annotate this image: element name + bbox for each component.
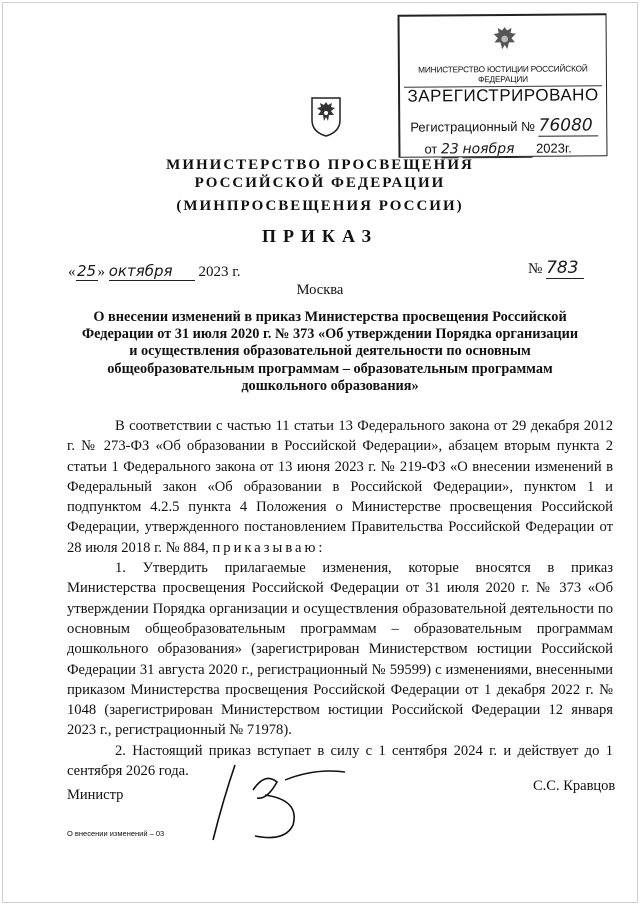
order-date (68, 262, 240, 281)
stamp-date-day: 23 (440, 141, 459, 158)
stamp-date-month: ноября (462, 141, 532, 158)
stamp-status: ЗАРЕГИСТРИРОВАНО (407, 85, 599, 106)
subject-line: О внесении изменений в приказ Министерства просвещения Российской (93, 309, 567, 325)
preamble-text: В соответствии с частью 11 статьи 13 Федерального закона от 29 декабря 2012 г. № 273-ФЗ «Об образовании в Российской Федерации», абзацем вторым пункта 2 статьи 1 Федерального закона от 13 июня 2023 г. № 219-ФЗ «О внесении изменений в Федеральный закон «Об образовании в Российской Федерации», пунктом 1 и подпунктом 4.2.5 пункта 4 Положения о Министерстве просвещения Российской Федерации, утвержденного постановлением Правительства Российской Федерации от 28 июля 2018 г. № 884, (67, 418, 613, 556)
handwritten-signature (205, 760, 355, 845)
stamp-organization: МИНИСТЕРСТВО ЮСТИЦИИ РОССИЙСКОЙ ФЕДЕРАЦИИ (404, 63, 602, 87)
item-1-paragraph: 1. Утвердить прилагаемые изменения, которые вносятся в приказ Министерства просвещения Российской Федерации от 31 июля 2020 г. № 373 «Об утверждении Порядка организации и осуществления образовательной деятельности по основным общеобразовательным программам – образовательным программам дошкольного образования» (зарегистрирован Министерством юстиции Российской Федерации 31 августа 2020 г., регистрационный № 59599) с изменениями, внесенными приказом Министерства просвещения Российской Федерации от 1 декабря 2022 г. № 1048 (зарегистрирован Министерством юстиции Российской Федерации 12 января 2023 г., регистрационный № 71978). (67, 560, 613, 739)
ministry-short-name: (МИНПРОСВЕЩЕНИЯ РОССИИ) (176, 198, 464, 214)
stamp-registration-line (410, 115, 598, 137)
order-date-month: октября (109, 262, 195, 281)
order-number-value: 783 (546, 258, 584, 279)
order-body (67, 416, 613, 781)
order-subject (80, 309, 580, 395)
order-date-close-quote: » (97, 264, 105, 280)
signer-position: Министр (67, 787, 124, 803)
order-number-label: № (528, 261, 543, 277)
subject-line: Федерации от 31 июля 2020 г. № 373 «Об утверждении Порядка организации (81, 326, 579, 343)
stamp-date-prefix: от (424, 141, 438, 157)
subject-line: общеобразовательным программам – образовательным программам (107, 360, 553, 377)
stamp-date-line (424, 141, 571, 159)
registration-stamp (398, 13, 608, 157)
item-2-paragraph: 2. Настоящий приказ вступает в силу с 1 сентября 2024 г. и действует до 1 сентября 2026 года. (67, 742, 613, 780)
stamp-reg-number: 76080 (539, 115, 599, 136)
coat-of-arms-icon (308, 92, 344, 138)
orders-word: приказываю: (212, 539, 326, 556)
eagle-emblem-icon (488, 22, 522, 56)
ministry-name-line2: РОССИЙСКОЙ ФЕДЕРАЦИИ (194, 175, 446, 191)
ministry-name-line1: МИНИСТЕРСТВО ПРОСВЕЩЕНИЯ (166, 157, 474, 173)
signer-name: С.С. Кравцов (533, 778, 616, 794)
order-number (528, 258, 584, 279)
footer-note: О внесении изменений – 03 (67, 829, 165, 838)
preamble-paragraph (67, 416, 613, 558)
document-type: ПРИКАЗ (261, 226, 379, 246)
stamp-date-year: 2023 (535, 140, 566, 156)
city: Москва (296, 282, 344, 298)
subject-line: дошкольного образования» (241, 377, 419, 394)
order-date-year: 2023 г. (198, 264, 241, 280)
order-date-day: 25 (76, 262, 97, 280)
stamp-date-suffix: г. (564, 140, 572, 156)
order-date-open-quote: « (68, 264, 76, 280)
subject-line: и осуществления образовательной деятельности по основным (129, 343, 531, 360)
stamp-reg-label: Регистрационный № (410, 118, 536, 135)
